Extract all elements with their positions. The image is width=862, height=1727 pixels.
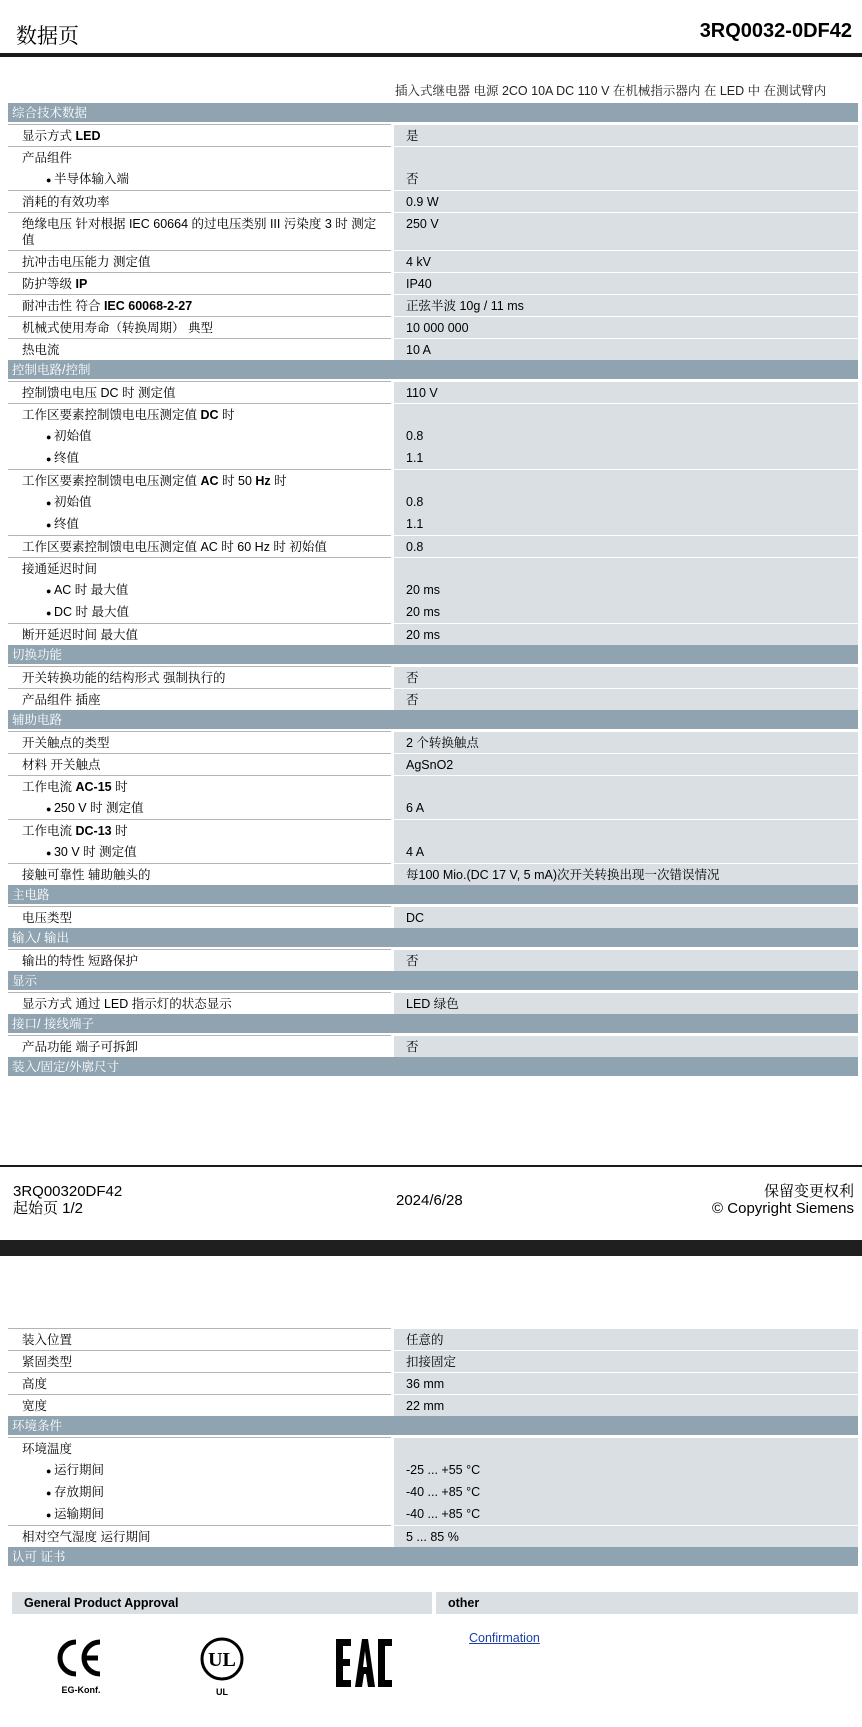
row-value: 20 ms [394,601,858,623]
row-value: 10 A [394,338,858,360]
table-row [8,753,858,775]
row-value: 正弦半波 10g / 11 ms [394,294,858,316]
datasheet-page-2 [0,1256,862,1727]
row-label: ● 运输期间 [8,1503,391,1525]
table-row [8,775,858,797]
table-row [8,381,858,403]
table-row [8,1394,858,1416]
row-label: 开关触点的类型 [8,731,391,753]
ul-mark-icon [199,1636,245,1698]
row-value: 4 A [394,841,858,863]
section-header: 显示 [8,971,858,992]
row-label: 相对空气湿度 运行期间 [8,1525,391,1547]
table-row [8,447,858,469]
page-separator [0,1240,862,1256]
section-header: 环境条件 [8,1416,858,1437]
table-row [8,513,858,535]
footer-rights: 保留变更权利 [763,1183,854,1200]
row-label: ● 终值 [8,447,391,469]
section-header: 控制电路/控制 [8,360,858,381]
row-label: 消耗的有效功率 [8,190,391,212]
row-label: ● 30 V 时 测定值 [8,841,391,863]
approval-header-row [12,1592,858,1614]
row-label: ● 初始值 [8,491,391,513]
row-value: 20 ms [394,579,858,601]
row-label: ● 运行期间 [8,1459,391,1481]
table-row [8,294,858,316]
table-row [8,579,858,601]
table-row [8,1372,858,1394]
section-header: 主电路 [8,885,858,906]
row-value: 1.1 [394,513,858,535]
table-row [8,1459,858,1481]
row-label: 显示方式 通过 LED 指示灯的状态显示 [8,992,391,1014]
row-label: 紧固类型 [8,1350,391,1372]
row-value [394,819,858,841]
table-row [8,250,858,272]
table-row [8,601,858,623]
row-label: ● 终值 [8,513,391,535]
table-row [8,316,858,338]
section-header: 接口/ 接线端子 [8,1014,858,1035]
row-label: 开关转换功能的结构形式 强制执行的 [8,666,391,688]
section-header: 辅助电路 [8,710,858,731]
ce-mark-icon [56,1636,106,1696]
table-row [8,425,858,447]
section-header: 输入/ 输出 [8,928,858,949]
row-label: 接通延迟时间 [8,557,391,579]
table-row [8,469,858,491]
row-value: 2 个转换触点 [394,731,858,753]
row-value: 否 [394,666,858,688]
row-value: 是 [394,124,858,146]
spec-table-page-1 [8,103,858,1078]
row-label: 热电流 [8,338,391,360]
row-label: 输出的特性 短路保护 [8,949,391,971]
table-row [8,557,858,579]
table-row [8,535,858,557]
table-row [8,1328,858,1350]
row-label: 防护等级 IP [8,272,391,294]
section-header: 综合技术数据 [8,103,858,124]
row-value: 否 [394,168,858,190]
row-value: 250 V [394,212,858,250]
row-label: 电压类型 [8,906,391,928]
page-title: 数据页 [16,25,79,48]
row-value: LED 绿色 [394,992,858,1014]
table-row [8,338,858,360]
footer-date: 2024/6/28 [396,1192,463,1209]
table-row [8,212,858,250]
table-row [8,906,858,928]
row-value: 6 A [394,797,858,819]
table-row [8,1481,858,1503]
row-label: 工作区要素控制馈电电压测定值 AC 时 60 Hz 时 初始值 [8,535,391,557]
table-row [8,168,858,190]
row-value: 0.8 [394,491,858,513]
row-label: 高度 [8,1372,391,1394]
table-row [8,1350,858,1372]
table-row [8,819,858,841]
row-value: IP40 [394,272,858,294]
row-value: -40 ... +85 °C [394,1481,858,1503]
table-row [8,146,858,168]
table-row [8,403,858,425]
row-label: 装入位置 [8,1328,391,1350]
approval-col-general: General Product Approval [12,1592,432,1614]
row-value: 20 ms [394,623,858,645]
row-label: ● AC 时 最大值 [8,579,391,601]
table-row [8,688,858,710]
row-value: -25 ... +55 °C [394,1459,858,1481]
header-divider [0,53,862,57]
table-row [8,272,858,294]
row-label: 接触可靠性 辅助触头的 [8,863,391,885]
row-label: 绝缘电压 针对根据 IEC 60664 的过电压类别 III 污染度 3 时 测定值 [8,212,391,250]
table-row [8,1035,858,1057]
table-row [8,666,858,688]
table-row [8,797,858,819]
row-value: 10 000 000 [394,316,858,338]
row-label: 环境温度 [8,1437,391,1459]
row-value [394,557,858,579]
ul-caption: UL [216,1687,228,1697]
row-label: 工作区要素控制馈电电压测定值 AC 时 50 Hz 时 [8,469,391,491]
row-label: 产品功能 端子可拆卸 [8,1035,391,1057]
row-value: 110 V [394,381,858,403]
row-value [394,146,858,168]
row-value: 扣接固定 [394,1350,858,1372]
row-label: ● DC 时 最大值 [8,601,391,623]
row-value: 22 mm [394,1394,858,1416]
row-value: 36 mm [394,1372,858,1394]
eac-mark-icon [334,1637,394,1691]
row-label: ● 初始值 [8,425,391,447]
spec-table-page-2 [8,1328,858,1568]
footer-copyright: © Copyright Siemens [712,1200,854,1217]
row-value: 1.1 [394,447,858,469]
svg-text:UL: UL [208,1649,236,1671]
table-row [8,1503,858,1525]
row-value: 5 ... 85 % [394,1525,858,1547]
ce-caption: EG-Konf. [61,1685,101,1695]
footer-right [712,1183,854,1217]
section-header: 装入/固定/外廓尺寸 [8,1057,858,1078]
footer-divider [0,1165,862,1167]
row-value: 否 [394,688,858,710]
table-row [8,992,858,1014]
row-label: 断开延迟时间 最大值 [8,623,391,645]
row-label: 控制馈电电压 DC 时 测定值 [8,381,391,403]
row-value: AgSnO2 [394,753,858,775]
product-id: 3RQ0032-0DF42 [699,20,852,42]
table-row [8,841,858,863]
row-label: ● 250 V 时 测定值 [8,797,391,819]
table-row [8,491,858,513]
row-label: 工作区要素控制馈电电压测定值 DC 时 [8,403,391,425]
row-value: 否 [394,1035,858,1057]
row-label: 显示方式 LED [8,124,391,146]
row-label: 抗冲击电压能力 测定值 [8,250,391,272]
product-description: 插入式继电器 电源 2CO 10A DC 110 V 在机械指示器内 在 LED 中 在测试臂内 [395,84,827,98]
row-label: 宽度 [8,1394,391,1416]
table-row [8,863,858,885]
section-header: 切换功能 [8,645,858,666]
row-value: 0.8 [394,535,858,557]
table-row [8,731,858,753]
footer-left [13,1183,122,1217]
row-label: 产品组件 插座 [8,688,391,710]
row-value: 0.8 [394,425,858,447]
footer-product-id: 3RQ00320DF42 [13,1183,123,1200]
footer-page-number: 起始页 1/2 [13,1200,84,1217]
row-value [394,1437,858,1459]
row-label: 耐冲击性 符合 IEC 60068-2-27 [8,294,391,316]
table-row [8,190,858,212]
row-value: 0.9 W [394,190,858,212]
table-row [8,623,858,645]
row-value [394,403,858,425]
table-row [8,1525,858,1547]
table-row [8,1437,858,1459]
row-label: 工作电流 AC-15 时 [8,775,391,797]
row-label: 机械式使用寿命（转换周期） 典型 [8,316,391,338]
section-header: 认可 证书 [8,1547,858,1568]
row-value [394,775,858,797]
table-row [8,949,858,971]
row-value [394,469,858,491]
row-label: ● 存放期间 [8,1481,391,1503]
approval-col-other: other [436,1592,858,1614]
row-value: -40 ... +85 °C [394,1503,858,1525]
confirmation-link[interactable]: Confirmation [469,1631,540,1645]
row-value: 否 [394,949,858,971]
row-value: DC [394,906,858,928]
row-label: 材料 开关触点 [8,753,391,775]
row-label: ● 半导体输入端 [8,168,391,190]
row-label: 工作电流 DC-13 时 [8,819,391,841]
row-value: 任意的 [394,1328,858,1350]
row-value: 4 kV [394,250,858,272]
row-value: 每100 Mio.(DC 17 V, 5 mA)次开关转换出现一次错误情况 [394,863,858,885]
table-row [8,124,858,146]
row-label: 产品组件 [8,146,391,168]
